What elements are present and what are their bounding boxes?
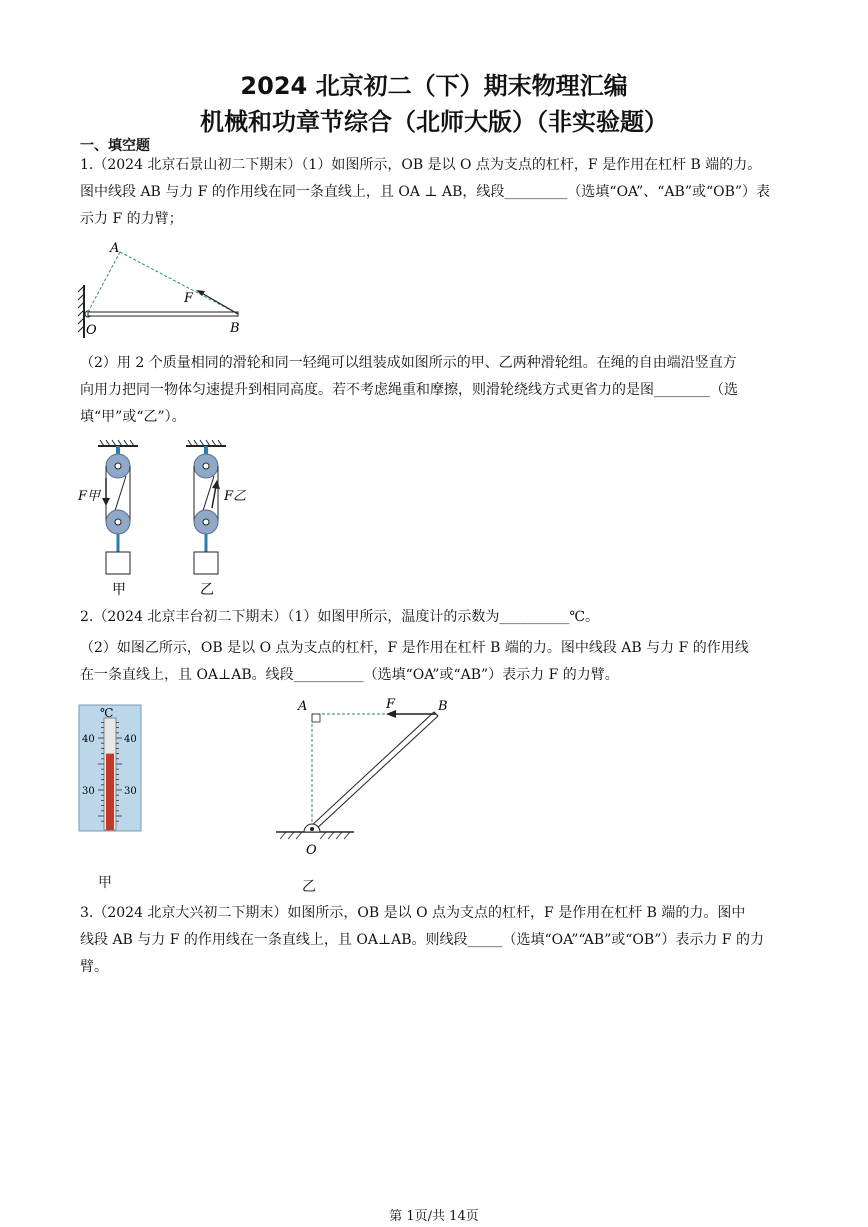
force-arrow xyxy=(200,292,238,314)
thermometer-figure xyxy=(78,704,142,832)
q1-line-1: 1.（2024 北京石景山初二下期末）（1）如图所示，OB 是以 O 点为支点的杠杆，F 是作用在杠杆 B 端的力。 xyxy=(80,157,762,173)
lever-ob-2 xyxy=(310,712,438,831)
title-line-2: 机械和功章节综合（北师大版）（非实验题） xyxy=(200,108,668,136)
q2-line-1: 2.（2024 北京丰台初二下期末）（1）如图甲所示，温度计的示数为__________℃。 xyxy=(80,609,600,625)
tick-label-30-right: 30 xyxy=(124,786,137,797)
label-a: A xyxy=(110,241,120,256)
q3 xyxy=(80,900,792,981)
lever-ob xyxy=(88,312,238,316)
tick-label-30-left: 30 xyxy=(82,786,95,797)
tick-label-40-left: 40 xyxy=(82,734,95,745)
q3-line-1: 3.（2024 北京大兴初二下期末）如图所示，OB 是以 O 点为支点的杠杆，F 是作用在杠杆 B 端的力。图中 xyxy=(80,905,746,921)
q2-line-2: （2）如图乙所示，OB 是以 O 点为支点的杠杆，F 是作用在杠杆 B 端的力。图中线段 AB 与力 F 的作用线 xyxy=(80,640,749,656)
q2-line-3: 在一条直线上，且 OA⊥AB。线段__________（选填“OA”或“AB”）表示力 F 的力臂。 xyxy=(80,667,619,683)
page-footer: 第 1页/共 14页 xyxy=(389,1209,479,1224)
caption-lever-2: 乙 xyxy=(302,879,316,895)
title-line-1: 2024 北京初二（下）期末物理汇编 xyxy=(240,72,628,100)
q1-lever-figure xyxy=(78,240,248,340)
caption-right: 乙 xyxy=(200,582,214,598)
label-b-2: B xyxy=(438,699,448,714)
ceiling-right xyxy=(186,440,226,446)
q2-lever-figure xyxy=(270,694,460,864)
label-a-2: A xyxy=(298,699,308,714)
q1-line-3: 示力 F 的力臂； xyxy=(80,211,183,227)
weight-right xyxy=(194,552,218,574)
label-f-right: F乙 xyxy=(224,489,247,504)
caption-left: 甲 xyxy=(112,582,126,598)
q1-part2 xyxy=(80,350,792,431)
wall-hatch xyxy=(78,285,84,338)
caption-thermometer: 甲 xyxy=(98,875,112,891)
q1-part2-line-2: 向用力把同一物体匀速提升到相同高度。若不考虑绳重和摩擦，则滑轮绕线方式更省力的是图________（选 xyxy=(80,382,738,398)
label-o-2: O xyxy=(306,843,317,858)
pivot-o-2 xyxy=(310,827,314,831)
weight-left xyxy=(106,552,130,574)
label-f-left: F甲 xyxy=(78,489,101,504)
section-heading: 一、填空题 xyxy=(80,138,150,154)
label-f: F xyxy=(184,291,194,306)
q2 xyxy=(80,604,792,689)
q1-part2-line-1: （2）用 2 个质量相同的滑轮和同一轻绳可以组装成如图所示的甲、乙两种滑轮组。在绳的自由端沿竖直方 xyxy=(80,355,737,371)
label-f-2: F xyxy=(386,697,396,712)
force-arrow-right xyxy=(212,486,216,508)
tick-label-40-right: 40 xyxy=(124,734,137,745)
q1-line-2: 图中线段 AB 与力 F 的作用线在同一条直线上，且 OA ⊥ AB，线段_________（选填“OA”、“AB”或“OB”）表 xyxy=(80,184,771,200)
dashed-oa xyxy=(88,252,120,312)
q3-line-3: 臂。 xyxy=(80,959,108,975)
thermometer-liquid xyxy=(106,754,114,830)
ceiling-left xyxy=(98,440,138,446)
right-angle-mark xyxy=(312,714,320,722)
label-b: B xyxy=(230,321,240,336)
thermometer-unit: ℃ xyxy=(100,706,114,720)
q1-part2-line-3: 填“甲”或“乙”）。 xyxy=(80,409,186,425)
q3-line-2: 线段 AB 与力 F 的作用线在一条直线上，且 OA⊥AB。则线段_____（选填“OA”“AB”或“OB”）表示力 F 的力 xyxy=(80,932,764,948)
label-o: O xyxy=(86,323,97,338)
pulley-figure xyxy=(74,436,264,601)
q1-part1 xyxy=(80,152,792,233)
dashed-ab xyxy=(120,252,238,314)
